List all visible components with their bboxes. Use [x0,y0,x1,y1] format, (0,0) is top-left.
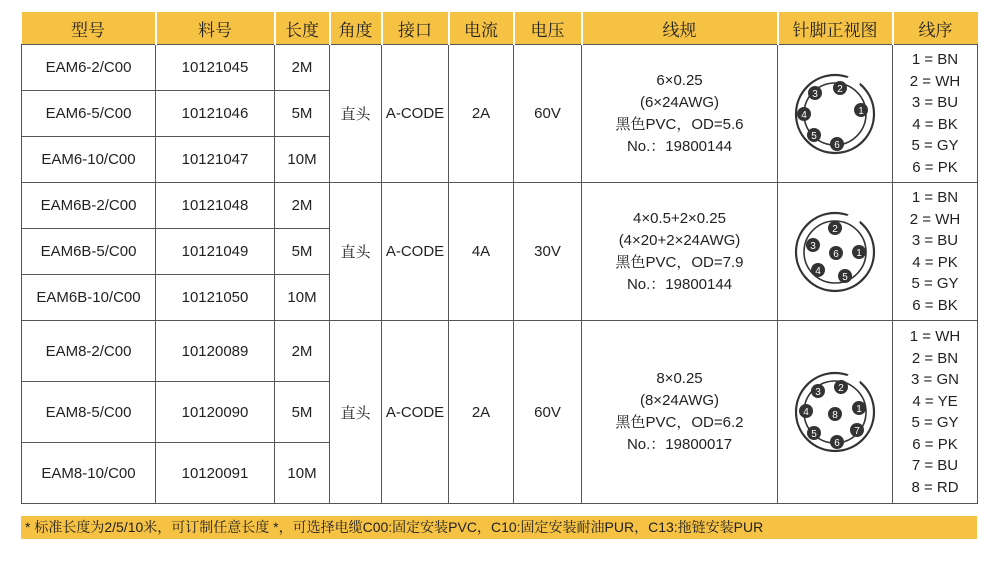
svg-text:2: 2 [832,223,838,235]
wiring-cell [893,45,978,183]
svg-text:1: 1 [856,247,862,259]
pin-view-cell [778,183,893,321]
wire-gauge-line: 4×0.5+2×0.25 [632,209,726,227]
pin-view-cell [778,45,893,183]
current-cell: 4A [449,183,514,321]
pin-7 [850,423,864,437]
part-number-cell: 10121046 [156,91,275,137]
part-number-cell: 10120090 [156,382,275,443]
svg-text:4: 4 [815,265,821,277]
svg-text:5: 5 [842,271,848,283]
table-row [22,321,978,382]
header-current: 电流 [449,12,514,45]
pin-1 [852,245,866,259]
length-cell: 2M [275,183,330,229]
header-row [22,12,978,45]
wiring-line: 3 = GN [911,371,959,388]
part-number-cell: 10121045 [156,45,275,91]
svg-text:6: 6 [834,438,840,449]
header-length: 长度 [275,12,330,45]
part-number-cell: 10120089 [156,321,275,382]
part-number-cell: 10121047 [156,137,275,183]
pin-4 [799,404,813,418]
svg-text:1: 1 [856,404,862,415]
pin-1 [854,103,868,117]
spec-table [21,12,978,504]
table-row [22,183,978,229]
wiring-line: 8 = RD [911,478,959,496]
connector-6pin-b-diagram [793,210,877,294]
svg-text:8: 8 [832,410,838,421]
header-interface: 接口 [382,12,449,45]
footnote-banner: * 标准长度为2/5/10米，可订制任意长度 *，可选择电缆C00:固定安装PVC，C10:固定安装耐油PUR，C13:拖链安装PUR [21,516,977,539]
interface-cell: A-CODE [382,45,449,183]
connector-8pin-diagram [793,370,877,454]
model-cell: EAM8-5/C00 [22,382,156,443]
part-number-cell: 10121048 [156,183,275,229]
current-cell: 2A [449,321,514,504]
connector-6pin-diagram [793,72,877,156]
part-number-cell: 10121050 [156,275,275,321]
wiring-line: 4 = YE [912,392,958,410]
svg-text:4: 4 [803,407,809,418]
voltage-cell: 60V [514,321,582,504]
wire-gauge-line: 黑色PVC，OD=7.9 [615,253,744,271]
wiring-line: 4 = PK [912,253,958,271]
wire-gauge-line: 8×0.25 [656,370,703,387]
voltage-cell: 30V [514,183,582,321]
wire-gauge-cell [582,321,778,504]
wiring-line: 4 = BK [912,115,958,133]
header-part-number: 料号 [156,12,275,45]
wiring-line: 3 = BU [911,94,959,111]
table-row [22,45,978,91]
length-cell: 2M [275,45,330,91]
wire-gauge-line: No.：19800144 [626,137,733,155]
model-cell: EAM6-2/C00 [22,45,156,91]
current-cell: 2A [449,45,514,183]
wiring-line: 2 = WH [909,72,961,90]
model-cell: EAM6B-10/C00 [22,275,156,321]
svg-text:5: 5 [811,429,817,440]
length-cell: 10M [275,275,330,321]
svg-text:6: 6 [833,248,839,260]
svg-text:7: 7 [854,426,860,437]
wire-gauge-line: 黑色PVC，OD=6.2 [615,414,744,431]
model-cell: EAM6B-5/C00 [22,229,156,275]
wiring-line: 5 = GY [911,414,959,431]
pin-1 [852,401,866,415]
length-cell: 5M [275,382,330,443]
header-wiring: 线序 [893,12,978,45]
model-cell: EAM6-5/C00 [22,91,156,137]
svg-text:2: 2 [837,83,843,95]
wire-gauge-cell [582,183,778,321]
pin-6 [830,435,844,449]
wiring-line: 6 = PK [912,158,958,176]
length-cell: 10M [275,137,330,183]
interface-cell: A-CODE [382,321,449,504]
pin-view-cell [778,321,893,504]
pin-5 [807,426,821,440]
angle-cell: 直头 [330,45,382,183]
model-cell: EAM8-2/C00 [22,321,156,382]
wiring-line: 3 = BU [911,232,959,249]
pin-5 [838,269,852,283]
wiring-line: 2 = WH [909,210,961,228]
wiring-line: 7 = BU [911,457,959,474]
pin-6 [829,246,843,260]
svg-text:1: 1 [858,105,864,117]
svg-text:6: 6 [834,139,840,151]
wire-gauge-line: 6×0.25 [656,71,703,89]
svg-text:3: 3 [812,88,818,100]
wiring-line: 6 = BK [912,296,958,314]
header-voltage: 电压 [514,12,582,45]
voltage-cell: 60V [514,45,582,183]
header-angle: 角度 [330,12,382,45]
angle-cell: 直头 [330,183,382,321]
svg-text:3: 3 [815,387,821,398]
wire-gauge-line: (8×24AWG) [639,392,720,409]
angle-cell: 直头 [330,321,382,504]
model-cell: EAM8-10/C00 [22,443,156,504]
pin-3 [806,238,820,252]
pin-2 [834,380,848,394]
interface-cell: A-CODE [382,183,449,321]
wire-gauge-line: 黑色PVC，OD=5.6 [615,115,744,133]
wire-gauge-line: (6×24AWG) [639,93,720,111]
wiring-line: 5 = GY [911,137,959,154]
wiring-line: 5 = GY [911,275,959,292]
wire-gauge-line: No.：19800144 [626,275,733,293]
header-wire-gauge: 线规 [582,12,778,45]
svg-text:5: 5 [811,130,817,142]
wiring-line: 1 = BN [911,189,959,206]
wiring-cell [893,183,978,321]
pin-6 [830,137,844,151]
pin-8 [828,407,842,421]
svg-text:4: 4 [801,109,807,121]
pin-3 [808,86,822,100]
length-cell: 5M [275,229,330,275]
wiring-line: 1 = BN [911,51,959,68]
model-cell: EAM6-10/C00 [22,137,156,183]
length-cell: 2M [275,321,330,382]
pin-5 [807,128,821,142]
pin-2 [828,221,842,235]
part-number-cell: 10120091 [156,443,275,504]
header-model: 型号 [22,12,156,45]
pin-4 [797,107,811,121]
wire-gauge-cell [582,45,778,183]
svg-text:3: 3 [810,240,816,252]
wire-gauge-line: (4×20+2×24AWG) [618,231,741,249]
wiring-line: 2 = BN [911,349,959,367]
wiring-cell [893,321,978,504]
header-pin-view: 针脚正视图 [778,12,893,45]
length-cell: 10M [275,443,330,504]
svg-text:2: 2 [838,383,844,394]
part-number-cell: 10121049 [156,229,275,275]
wire-gauge-line: No.：19800017 [626,436,733,453]
length-cell: 5M [275,91,330,137]
pin-4 [811,263,825,277]
wiring-line: 6 = PK [912,435,958,453]
pin-2 [833,81,847,95]
model-cell: EAM6B-2/C00 [22,183,156,229]
pin-3 [811,384,825,398]
wiring-line: 1 = WH [909,328,961,345]
